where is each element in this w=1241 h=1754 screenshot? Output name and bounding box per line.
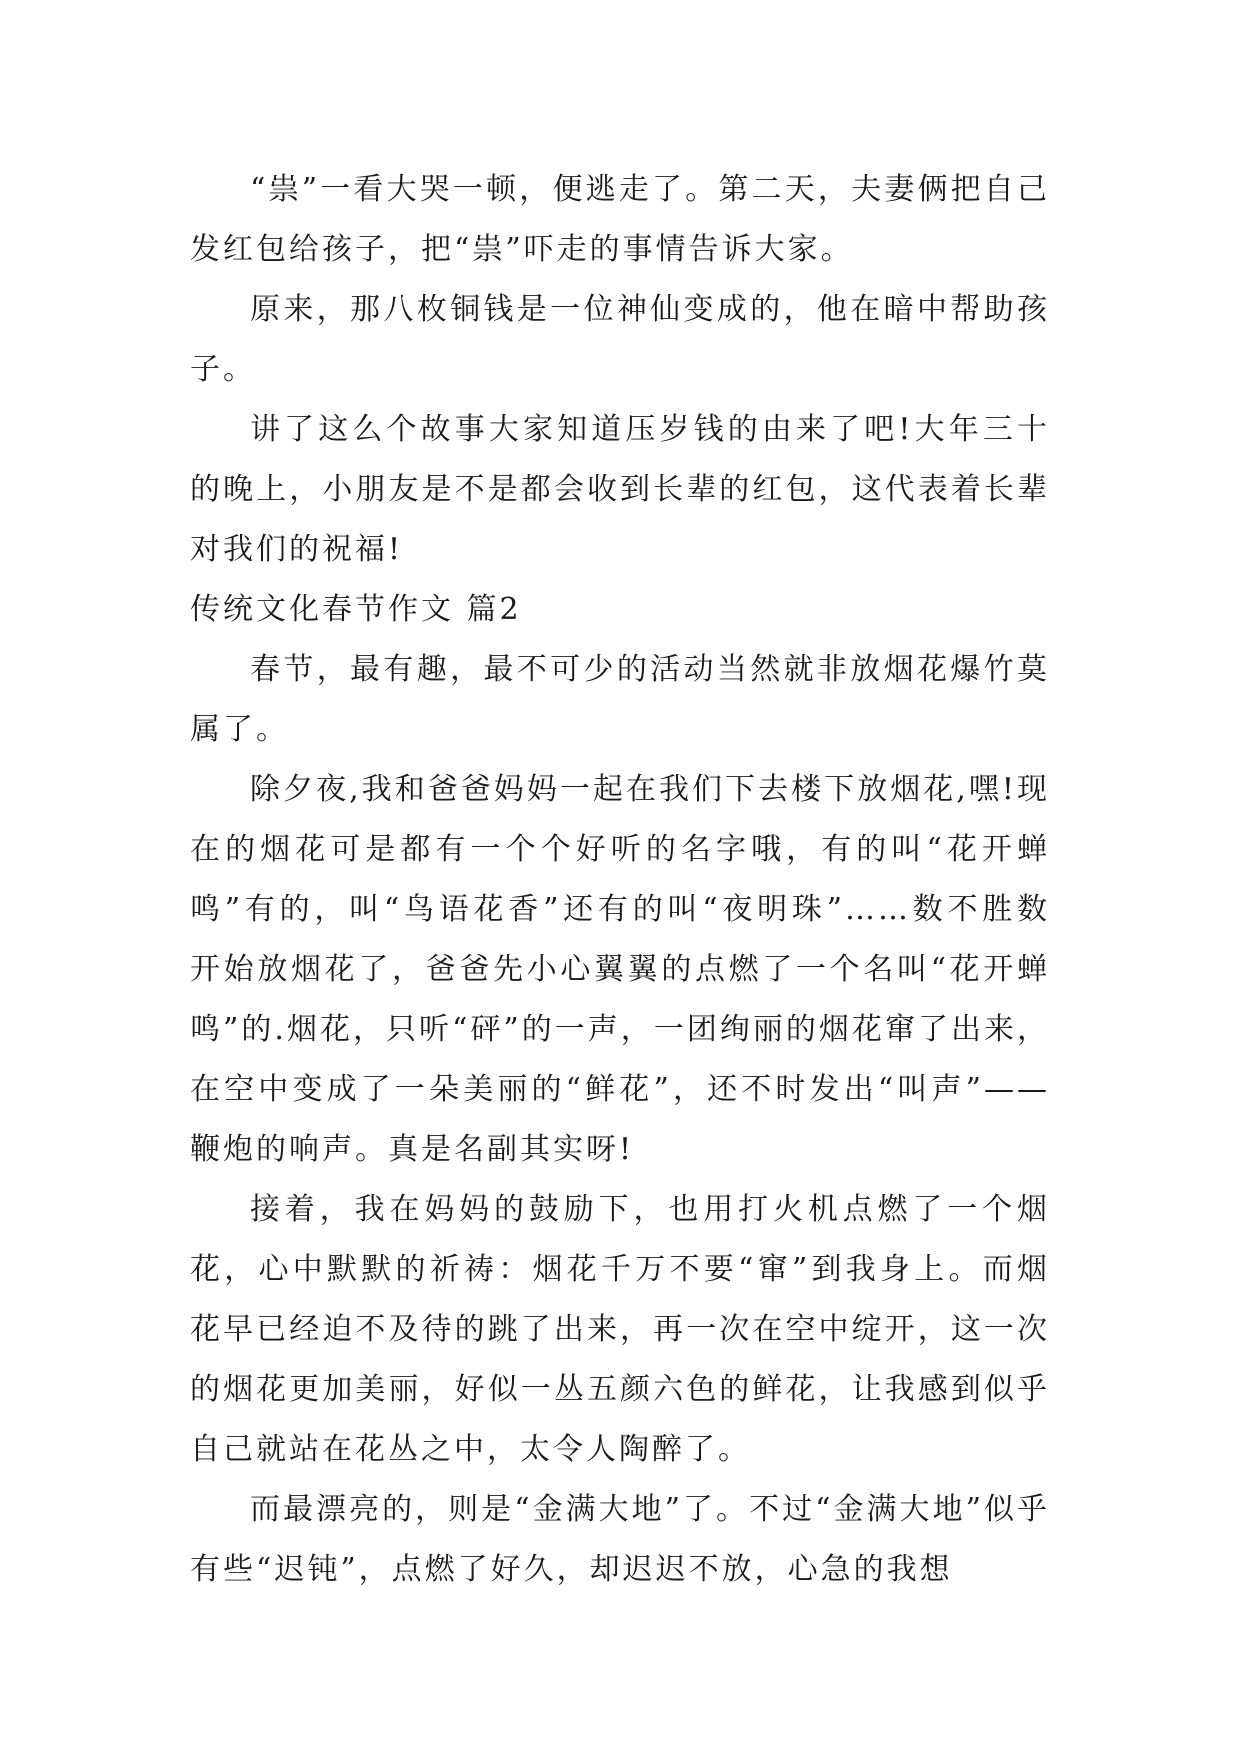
paragraph: 春节，最有趣，最不可少的活动当然就非放烟花爆竹莫属了。 <box>190 652 1050 747</box>
paragraph: 除夕夜,我和爸爸妈妈一起在我们下去楼下放烟花,嘿!现在的烟花可是都有一个个好听的名字哦，有的叫“花开蝉鸣”有的，叫“鸟语花香”还有的叫“夜明珠”……数不胜数 开始放烟花了，爸爸先小心翼翼的点燃了一个名叫“花开蝉鸣”的.烟花，只听“砰”的一声，一团绚丽的烟花窜了出来，在空中变成了一朵美丽的“鲜花”，还不时发出“叫声”——鞭炮的响声。真是名副其实呀! <box>190 772 1083 1167</box>
section-heading: 传统文化春节作文 篇2 <box>190 592 522 627</box>
paragraph: 原来，那八枚铜钱是一位神仙变成的，他在暗中帮助孩子。 <box>190 292 1050 387</box>
paragraph: 而最漂亮的，则是“金满大地”了。不过“金满大地”似乎有些“迟钝”，点燃了好久，却迟迟不放，心急的我想 <box>190 1492 1050 1587</box>
paragraph: 接着，我在妈妈的鼓励下，也用打火机点燃了一个烟花，心中默默的祈祷：烟花千万不要“窜”到我身上。而烟花早已经迫不及待的跳了出来，再一次在空中绽开，这一次的烟花更加美丽，好似一丛五颜六色的鲜花，让我感到似乎自己就站在花丛之中，太令人陶醉了。 <box>190 1192 1050 1467</box>
document-body <box>190 160 1083 1600</box>
paragraph: 讲了这么个故事大家知道压岁钱的由来了吧!大年三十的晚上，小朋友是不是都会收到长辈的红包，这代表着长辈对我们的祝福! <box>190 412 1050 567</box>
paragraph: “祟”一看大哭一顿，便逃走了。第二天，夫妻俩把自己发红包给孩子，把“祟”吓走的事情告诉大家。 <box>190 172 1050 267</box>
